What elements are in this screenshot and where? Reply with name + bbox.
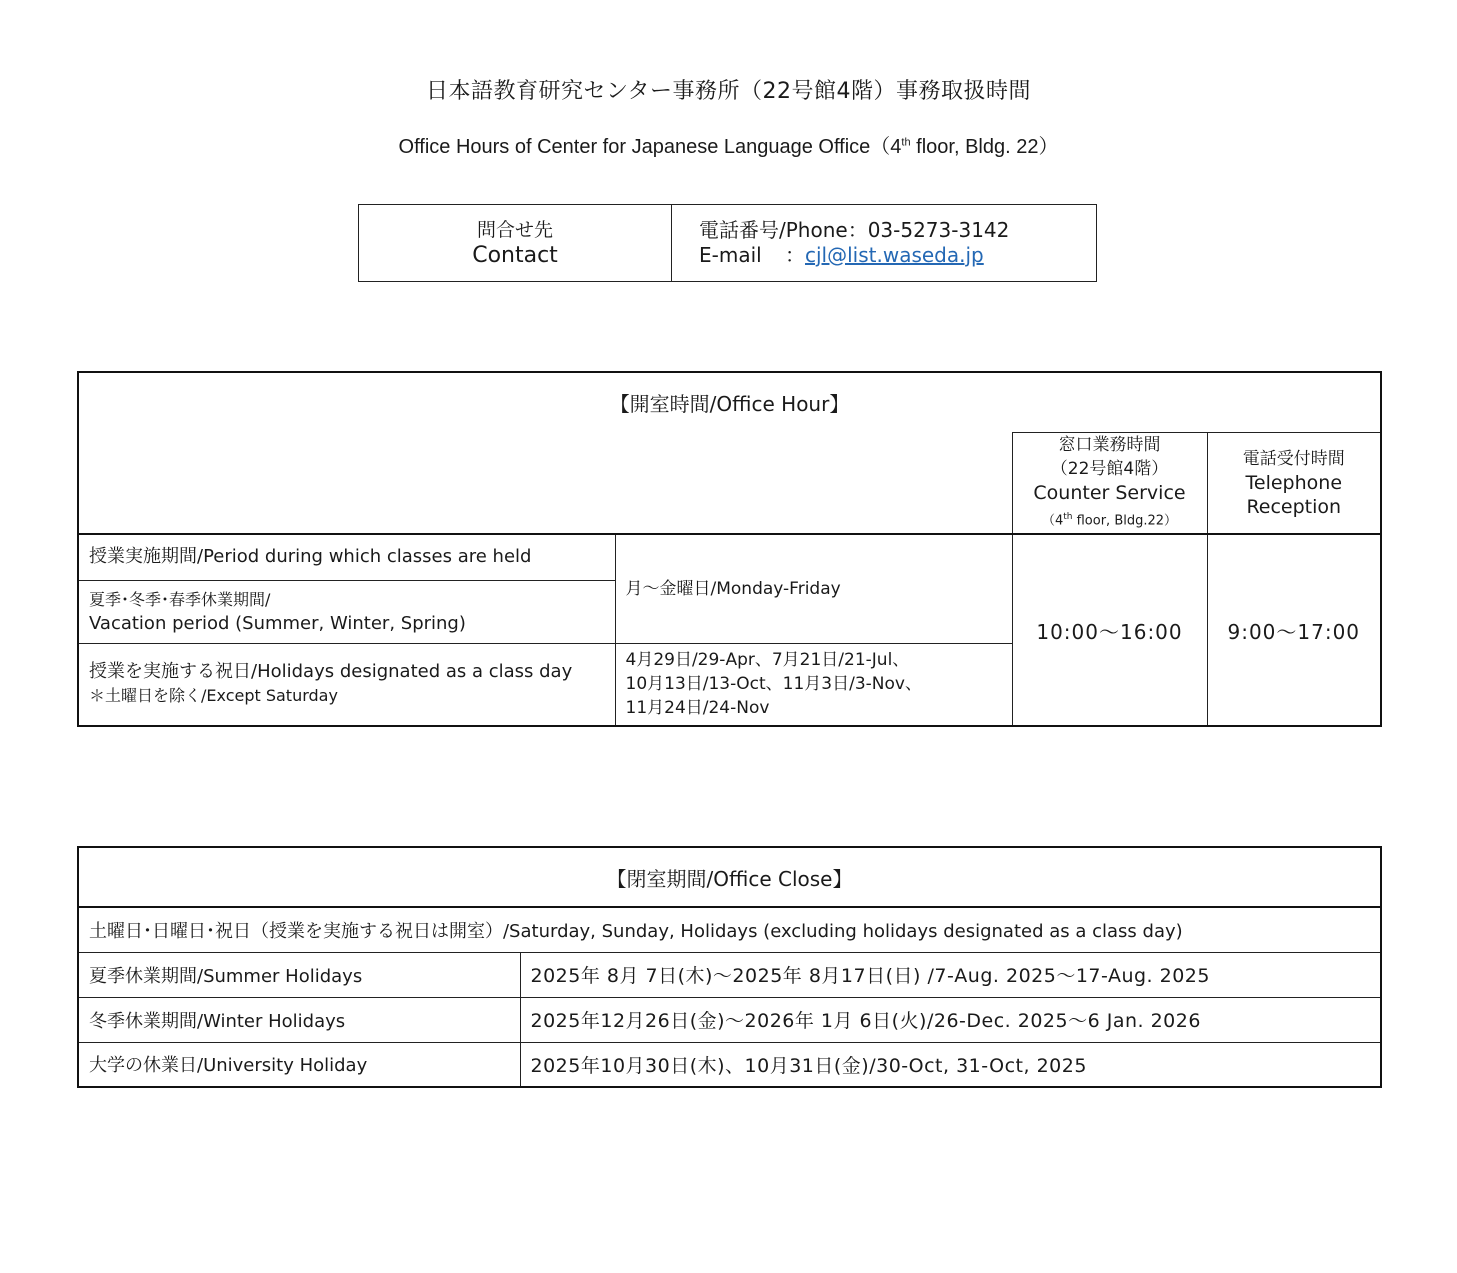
days-weekday: 月～金曜日/Monday-Friday — [615, 534, 1012, 643]
telephone-reception-header — [1207, 432, 1381, 534]
contact-label-en: Contact — [472, 243, 558, 268]
close-name-winter: 冬季休業期間/Winter Holidays — [78, 997, 520, 1042]
period-vacation — [78, 580, 615, 643]
days-holidays-line1: 4月29日/29-Apr、7月21日/21-Jul、 — [625, 650, 910, 671]
counter-header-line4 — [1017, 505, 1203, 533]
days-holidays — [615, 643, 1012, 726]
office-hour-table — [77, 371, 1382, 727]
telephone-header-line1: 電話受付時間 — [1242, 448, 1345, 469]
period-vacation-line1: 夏季･冬季･春季休業期間/ — [89, 589, 271, 609]
office-hour-caption: 【開室時間/Office Hour】 — [78, 372, 1381, 432]
counter-header-line3: Counter Service — [1033, 481, 1186, 504]
period-holidays-class-day — [78, 643, 615, 726]
telephone-header-line2: Telephone — [1245, 471, 1343, 494]
counter-service-header — [1012, 432, 1207, 534]
phone-text: 電話番号/Phone：03-5273-3142 — [699, 218, 1010, 242]
contact-label-cell — [359, 205, 672, 281]
contact-box — [358, 204, 1097, 282]
counter-header-line1: 窓口業務時間 — [1058, 434, 1161, 455]
counter-time: 10:00～16:00 — [1012, 534, 1207, 726]
period-vacation-line2: Vacation period (Summer, Winter, Spring) — [89, 612, 466, 634]
counter-header-line4-b: floor, Bldg.22） — [1072, 512, 1178, 528]
email-link[interactable]: cjl@list.waseda.jp — [805, 243, 984, 267]
title-en-part2: floor, Bldg. 22） — [910, 136, 1059, 158]
page-title-jp: 日本語教育研究センター事務所（22号館4階）事務取扱時間 — [425, 79, 1032, 104]
counter-header-line2: （22号館4階） — [1050, 458, 1169, 479]
days-holidays-line2: 10月13日/13-Oct、11月3日/3-Nov、 — [625, 674, 922, 695]
close-dates-university: 2025年10月30日(木)、10月31日(金)/30-Oct, 31-Oct, 2025 — [520, 1042, 1381, 1087]
close-name-summer: 夏季休業期間/Summer Holidays — [78, 952, 520, 997]
page-title-en — [0, 130, 1457, 159]
period-classes-held: 授業実施期間/Period during which classes are held — [78, 534, 615, 580]
table-row — [78, 1042, 1381, 1087]
email-row — [699, 243, 1096, 268]
office-close-table — [77, 846, 1382, 1088]
close-name-university: 大学の休業日/University Holiday — [78, 1042, 520, 1087]
counter-header-line4-a: （4 — [1041, 512, 1064, 528]
period-holidays-line1: 授業を実施する祝日/Holidays designated as a class day — [89, 661, 573, 683]
counter-header-line4-sup: th — [1063, 511, 1073, 522]
telephone-header-line3: Reception — [1246, 495, 1342, 518]
close-dates-winter: 2025年12月26日(金)～2026年 1月 6日(火)/26-Dec. 2025～6 Jan. 2026 — [520, 997, 1381, 1042]
telephone-time: 9:00～17:00 — [1207, 534, 1381, 726]
office-close-note: 土曜日･日曜日･祝日（授業を実施する祝日は開室）/Saturday, Sunday, Holidays (excluding holidays designated as a class day) — [78, 907, 1381, 952]
table-row — [78, 952, 1381, 997]
days-holidays-line3: 11月24日/24-Nov — [625, 698, 770, 719]
table-row — [78, 534, 1381, 580]
office-hour-blank-header — [78, 432, 1012, 534]
email-separator: ： — [785, 243, 805, 267]
title-en-part1: Office Hours of Center for Japanese Language Office（4 — [398, 136, 902, 158]
phone-row — [699, 218, 1096, 243]
contact-label-jp: 問合せ先 — [476, 219, 553, 241]
contact-info-cell — [672, 205, 1096, 281]
email-label: E-mail — [699, 243, 762, 267]
close-dates-summer: 2025年 8月 7日(木)～2025年 8月17日(日) /7-Aug. 2025～17-Aug. 2025 — [520, 952, 1381, 997]
title-en-sup: th — [901, 136, 911, 149]
office-close-caption: 【閉室期間/Office Close】 — [78, 847, 1381, 907]
period-holidays-line2: ＊土曜日を除く/Except Saturday — [89, 686, 338, 706]
table-row — [78, 997, 1381, 1042]
